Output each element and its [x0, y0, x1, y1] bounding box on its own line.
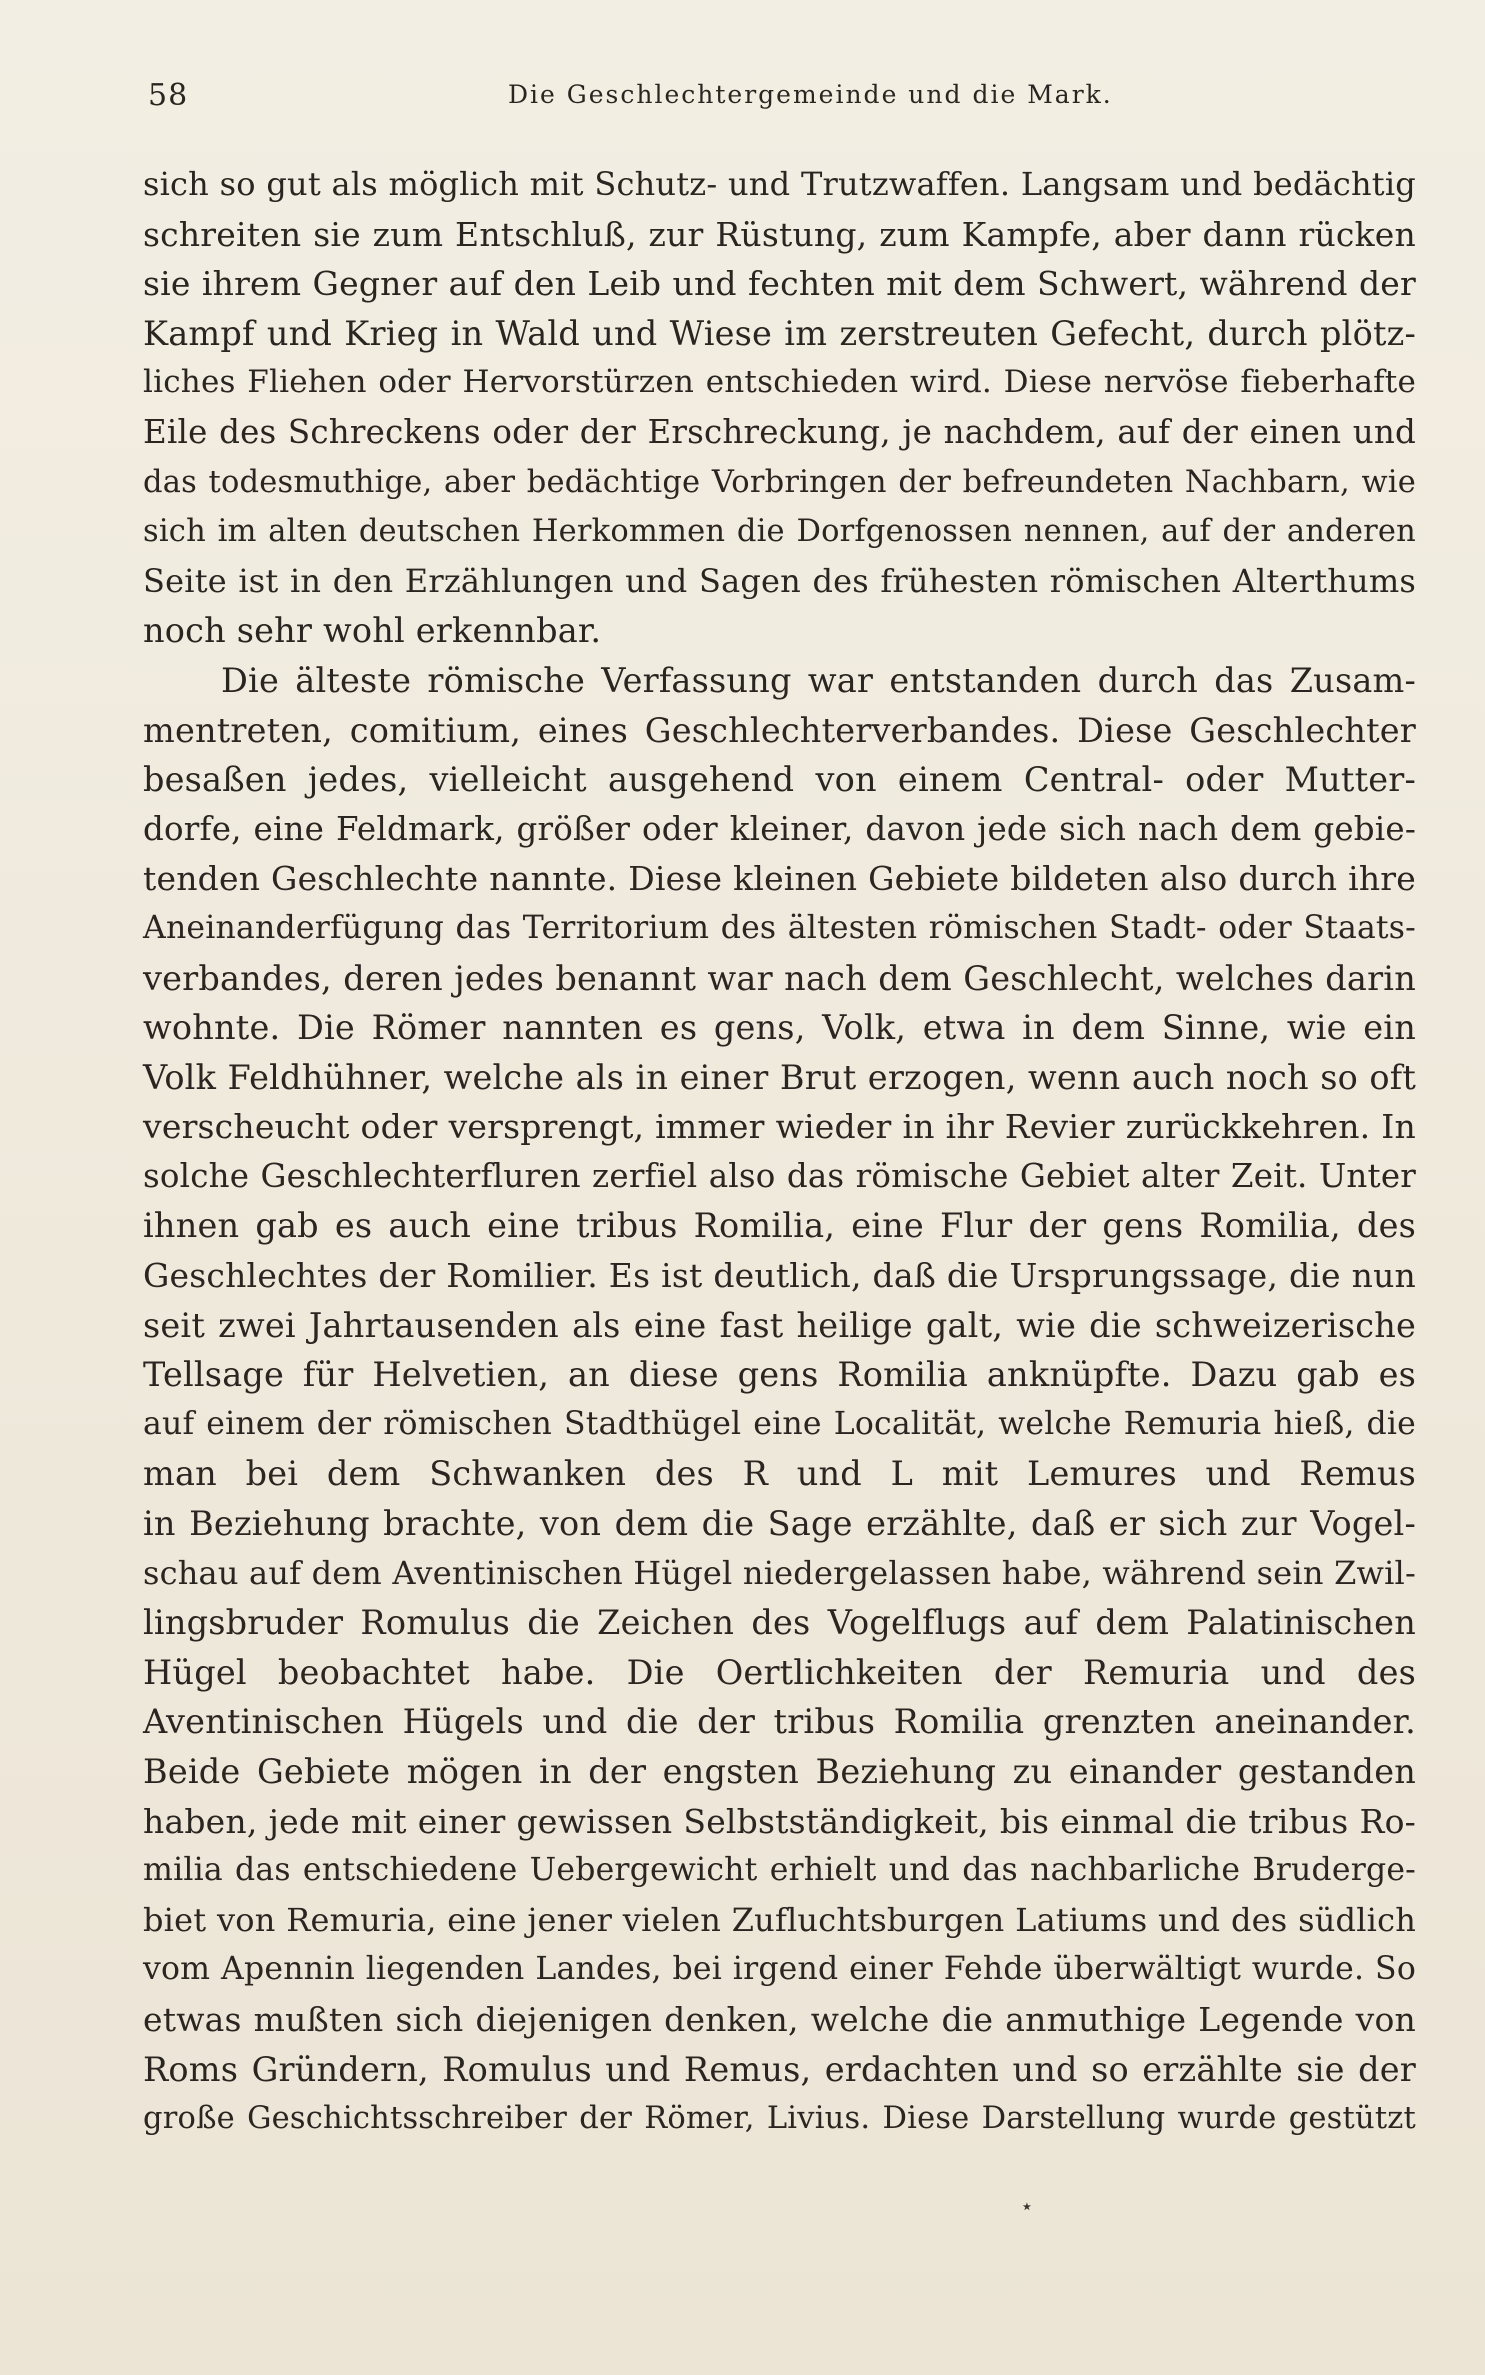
page-header — [148, 78, 1415, 118]
paragraph-2 — [143, 656, 1416, 2144]
text-line: vom Apennin liegenden Landes, bei irgend einer Fehde überwältigt wurde. So — [143, 1951, 1416, 1988]
text-line: haben, jede mit einer gewissen Selbstständigkeit, bis einmal die tribus Ro- — [143, 1801, 1416, 1841]
footer-mark: ٭ — [1022, 2196, 1032, 2217]
text-line: verscheucht oder versprengt, immer wieder in ihr Revier zurückkehren. In — [143, 1107, 1416, 1147]
text-line: in Beziehung brachte, von dem die Sage erzählte, daß er sich zur Vogel- — [143, 1504, 1416, 1544]
text-line: Kampf und Krieg in Wald und Wiese im zerstreuten Gefecht, durch plötz- — [143, 313, 1416, 353]
text-line: Seite ist in den Erzählungen und Sagen des frühesten römischen Alterthums — [143, 561, 1416, 600]
text-line: schreiten sie zum Entschluß, zur Rüstung, zum Kampfe, aber dann rücken — [143, 214, 1416, 254]
text-line: Hügel beobachtet habe. Die Oertlichkeiten der Remuria und des — [143, 1652, 1416, 1692]
text-line: Volk Feldhühner, welche als in einer Brut erzogen, wenn auch noch so oft — [143, 1057, 1416, 1097]
text-line: das todesmuthige, aber bedächtige Vorbringen der befreundeten Nachbarn, wie — [143, 464, 1416, 500]
text-line: sich so gut als möglich mit Schutz- und Trutzwaffen. Langsam und bedächtig — [143, 165, 1416, 203]
text-line: schau auf dem Aventinischen Hügel niedergelassen habe, während sein Zwil- — [143, 1553, 1416, 1592]
text-line: seit zwei Jahrtausenden als eine fast heilige galt, wie die schweizerische — [143, 1305, 1416, 1345]
text-line: etwas mußten sich diejenigen denken, welche die anmuthige Legende von — [143, 1999, 1416, 2039]
text-line: Tellsage für Helvetien, an diese gens Romilia anknüpfte. Dazu gab es — [143, 1355, 1416, 1395]
text-line: wohnte. Die Römer nannten es gens, Volk, etwa in dem Sinne, wie ein — [143, 1008, 1416, 1048]
text-line: verbandes, deren jedes benannt war nach dem Geschlecht, welches darin — [143, 958, 1416, 998]
text-line: Beide Gebiete mögen in der engsten Beziehung zu einander gestanden — [143, 1752, 1416, 1791]
text-line: dorfe, eine Feldmark, größer oder kleiner, davon jede sich nach dem gebie- — [143, 809, 1416, 848]
text-line: milia das entschiedene Uebergewicht erhielt und das nachbarliche Bruderge- — [143, 1852, 1416, 1889]
text-line: Aventinischen Hügels und die der tribus Romilia grenzten aneinander. — [143, 1702, 1416, 1742]
text-line: mentreten, comitium, eines Geschlechterverbandes. Diese Geschlechter — [143, 710, 1416, 750]
text-line: man bei dem Schwanken des R und L mit Lemures und Remus — [143, 1454, 1416, 1494]
text-line: tenden Geschlechte nannte. Diese kleinen Gebiete bildeten also durch ihre — [143, 859, 1416, 899]
running-title: Die Geschlechtergemeinde und die Mark. — [508, 80, 1113, 109]
paragraph-1 — [143, 160, 1416, 656]
text-line: Die älteste römische Verfassung war entstanden durch das Zusam- — [221, 660, 1416, 700]
text-line: Eile des Schreckens oder der Erschreckung, je nachdem, auf der einen und — [143, 412, 1416, 451]
text-line: sich im alten deutschen Herkommen die Dorfgenossen nennen, auf der anderen — [143, 514, 1416, 550]
text-line: auf einem der römischen Stadthügel eine Localität, welche Remuria hieß, die — [143, 1405, 1416, 1442]
text-line: liches Fliehen oder Hervorstürzen entschieden wird. Diese nervöse fieberhafte — [143, 364, 1416, 401]
text-line: Aneinanderfügung das Territorium des ältesten römischen Stadt- oder Staats- — [143, 909, 1416, 946]
text-line: sie ihrem Gegner auf den Leib und fechten mit dem Schwert, während der — [143, 264, 1416, 304]
text-line: besaßen jedes, vielleicht ausgehend von einem Central- oder Mutter- — [143, 760, 1416, 800]
text-line: große Geschichtsschreiber der Römer, Livius. Diese Darstellung wurde gestützt — [143, 2101, 1416, 2137]
text-line: ihnen gab es auch eine tribus Romilia, eine Flur der gens Romilia, des — [143, 1206, 1416, 1246]
text-line: Geschlechtes der Romilier. Es ist deutlich, daß die Ursprungssage, die nun — [143, 1256, 1416, 1296]
text-line: solche Geschlechterfluren zerfiel also das römische Gebiet alter Zeit. Unter — [143, 1156, 1416, 1195]
text-line: noch sehr wohl erkennbar. — [143, 611, 602, 651]
text-line: biet von Remuria, eine jener vielen Zufluchtsburgen Latiums und des südlich — [143, 1900, 1416, 1939]
text-line: lingsbruder Romulus die Zeichen des Vogelflugs auf dem Palatinischen — [143, 1603, 1416, 1643]
text-line: Roms Gründern, Romulus und Remus, erdachten und so erzählte sie der — [143, 2049, 1416, 2089]
body-text — [143, 160, 1416, 2144]
page-number: 58 — [148, 78, 189, 113]
